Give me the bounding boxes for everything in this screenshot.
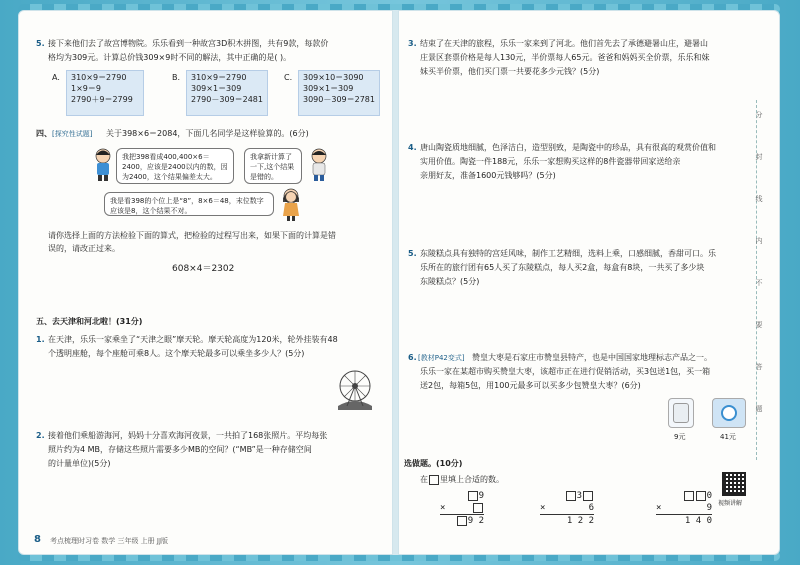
sidebar-char-5: 不 bbox=[755, 279, 763, 287]
option-c-line1: 309×10＝3090 bbox=[303, 73, 364, 82]
option-b-line1: 310×9＝2790 bbox=[191, 73, 247, 82]
option-b-line2: 309×1＝309 bbox=[191, 84, 242, 93]
qr-code[interactable] bbox=[722, 472, 746, 496]
section5-title: 五、去天津和河北啦！(31分) bbox=[36, 317, 143, 326]
option-a-line1: 310×9＝2790 bbox=[71, 73, 127, 82]
r-q4-number: 4. bbox=[408, 143, 417, 152]
sidebar-char-3: 线 bbox=[755, 195, 763, 203]
puzzle2-times: × bbox=[540, 503, 546, 513]
q5-text-line1: 接下来他们去了故宫博物院。乐乐看到一种故宫3D积木拼图，共有9款，每款价 bbox=[48, 39, 329, 48]
section4-prompt-line2: 误的，请改正过来。 bbox=[48, 244, 120, 253]
sidebar-char-2: 封 bbox=[755, 153, 763, 161]
r-q5-line3: 东陵糕点？(5分) bbox=[420, 277, 480, 286]
price-bag: 9元 bbox=[674, 433, 686, 441]
puzzle1-blank-1[interactable] bbox=[468, 491, 478, 501]
puzzle3-blank-1[interactable] bbox=[684, 491, 694, 501]
option-c-line3: 3090－309＝2781 bbox=[303, 95, 375, 104]
choose-title: 选做题。(10分) bbox=[404, 459, 463, 468]
binding-sidebar bbox=[748, 110, 770, 440]
r-q5-line1: 东陵糕点具有独特的宫廷风味，制作工艺精细，选料上乘，口感细腻，香甜可口。乐 bbox=[420, 249, 716, 258]
sidebar-char-6: 要 bbox=[755, 321, 763, 329]
sidebar-char-1: 分 bbox=[755, 111, 763, 119]
speech-bubble-1: 我把398看成400,400×6＝2400，应该是2400以内的数，因为2400，这个结果偏差太大。 bbox=[116, 148, 234, 184]
sec5-q1-line2: 个透明座舱，每个座舱可乘8人。这个摩天轮最多可以乘坐多少人？(5分) bbox=[48, 349, 305, 358]
puzzle3-bottom: 9 bbox=[706, 503, 712, 513]
option-a-line2: 1×9＝9 bbox=[71, 84, 101, 93]
option-c-line2: 309×1＝309 bbox=[303, 84, 354, 93]
puzzle1-top: 9 bbox=[478, 491, 484, 501]
girl-illustration bbox=[280, 188, 302, 222]
sec5-q2-line3: 的计量单位)(5分) bbox=[48, 459, 111, 468]
puzzle3-result: 1 4 0 bbox=[684, 516, 712, 526]
sec5-q1-number: 1. bbox=[36, 335, 45, 344]
section4-prompt-line1: 请你选择上面的方法检验下面的算式，把检验的过程写出来，如果下面的计算是错 bbox=[48, 231, 336, 240]
speech-bubble-2: 我拿新计算了一下,这个结果是错的。 bbox=[244, 148, 302, 184]
r-q4-line3: 亲朋好友，准备1600元钱够吗？(5分) bbox=[420, 171, 556, 180]
option-b-line3: 2790－309＝2481 bbox=[191, 95, 263, 104]
date-bag-image bbox=[668, 398, 694, 428]
section4-tag: [探究性试题] bbox=[52, 130, 93, 138]
footer-info: 考点梳理时习卷 数学 三年级 上册 JJ版 bbox=[50, 537, 169, 545]
q5-number: 5. bbox=[36, 39, 45, 48]
puzzle2-blank-2[interactable] bbox=[583, 491, 593, 501]
boy-illustration bbox=[92, 148, 114, 182]
puzzle2-bottom: 6 bbox=[588, 503, 594, 513]
qr-label: 视频讲解 bbox=[718, 500, 743, 507]
r-q6-tag: [教材P42变式] bbox=[418, 354, 465, 362]
r-q4-line1: 唐山陶瓷质地细腻，色泽洁白，造型别致，是陶瓷中的珍品，具有很高的观赏价值和 bbox=[420, 143, 716, 152]
choose-instruction bbox=[420, 474, 504, 485]
r-q3-line3: 妹买半价票，他们买门票一共要花多少元钱？(5分) bbox=[420, 67, 600, 76]
page-number: 8 bbox=[34, 534, 41, 545]
sec5-q1-line1: 在天津，乐乐一家乘坐了“天津之眼”摩天轮。摩天轮高度为120米，轮外挂装有48 bbox=[48, 335, 338, 344]
puzzle-1 bbox=[440, 490, 484, 527]
sidebar-char-7: 答 bbox=[755, 363, 763, 371]
boy-illustration-2 bbox=[308, 148, 330, 182]
sec5-q2-line2: 照片约为4 MB，存储这些照片需要多少MB的空间？(“MB”是一种存储空间 bbox=[48, 445, 312, 454]
q5-option-c-label: C. bbox=[284, 73, 293, 82]
puzzle2-top: 3 bbox=[576, 491, 582, 501]
choose-instr-post: 里填上合适的数。 bbox=[440, 475, 504, 484]
option-a-line3: 2790＋9＝2799 bbox=[71, 95, 133, 104]
puzzle1-times: × bbox=[440, 503, 446, 513]
puzzle1-blank-3[interactable] bbox=[457, 516, 467, 526]
check-equation: 608×4＝2302 bbox=[172, 264, 235, 274]
puzzle-2 bbox=[540, 490, 594, 527]
r-q6-line2: 乐乐一家在某超市购买赞皇大枣，该超市正在进行促销活动，买3包送1包，买一箱 bbox=[420, 367, 711, 376]
section4-title: 四、 bbox=[36, 129, 52, 138]
section4-text: 关于398×6＝2084，下面几名同学是这样验算的。(6分) bbox=[106, 129, 309, 138]
r-q5-line2: 乐所在的旅行团有65人买了东陵糕点，每人买2盒，每盒有8块，一共买了多少块 bbox=[420, 263, 705, 272]
r-q3-line2: 庄景区套票价格是每人130元，半价票每人65元。爸爸和妈妈买全价票，乐乐和妹 bbox=[420, 53, 710, 62]
sidebar-char-4: 内 bbox=[755, 237, 763, 245]
q5-option-b-label: B. bbox=[172, 73, 181, 82]
date-box-image bbox=[712, 398, 746, 428]
ferris-wheel-icon bbox=[334, 366, 376, 412]
puzzle-3 bbox=[656, 490, 712, 527]
puzzle3-blank-2[interactable] bbox=[696, 491, 706, 501]
puzzle3-times: × bbox=[656, 503, 662, 513]
page-gutter bbox=[393, 10, 398, 555]
speech-bubble-3: 我是看398的个位上是“8”，8×6＝48，末位数字应该是8，这个结果不对。 bbox=[104, 192, 274, 216]
blank-box-example bbox=[429, 475, 439, 485]
r-q6-number: 6. bbox=[408, 353, 417, 362]
q5-option-b[interactable] bbox=[186, 70, 268, 116]
price-box: 41元 bbox=[720, 433, 736, 441]
r-q6-line1: 赞皇大枣是石家庄市赞皇县特产，也是中国国家地理标志产品之一。 bbox=[472, 353, 712, 362]
r-q6-line3: 送2包，每箱5包，用100元最多可以买多少包赞皇大枣？(6分) bbox=[420, 381, 641, 390]
puzzle2-blank-1[interactable] bbox=[566, 491, 576, 501]
sec5-q2-line1: 接着他们乘船游海河，妈妈十分喜欢海河夜景，一共拍了168张照片。平均每张 bbox=[48, 431, 328, 440]
r-q5-number: 5. bbox=[408, 249, 417, 258]
r-q4-line2: 实用价值。陶瓷一件188元，乐乐一家想购买这样的8件瓷器带回家送给亲 bbox=[420, 157, 681, 166]
q5-text-line2: 格均为309元。计算总价钱309×9时不同的解法，其中正确的是( )。 bbox=[48, 53, 292, 62]
r-q3-number: 3. bbox=[408, 39, 417, 48]
puzzle1-result: 9 2 bbox=[467, 516, 484, 526]
sidebar-char-8: 题 bbox=[755, 405, 763, 413]
puzzle3-top: 0 bbox=[706, 491, 712, 501]
sec5-q2-number: 2. bbox=[36, 431, 45, 440]
puzzle2-result: 1 2 2 bbox=[566, 516, 594, 526]
puzzle1-blank-2[interactable] bbox=[473, 503, 483, 513]
q5-option-c[interactable] bbox=[298, 70, 380, 116]
r-q3-line1: 结束了在天津的旅程，乐乐一家来到了河北。他们首先去了承德避暑山庄，避暑山 bbox=[420, 39, 708, 48]
q5-option-a-label: A. bbox=[52, 73, 60, 82]
choose-instr-pre: 在 bbox=[420, 475, 428, 484]
q5-option-a[interactable] bbox=[66, 70, 144, 116]
